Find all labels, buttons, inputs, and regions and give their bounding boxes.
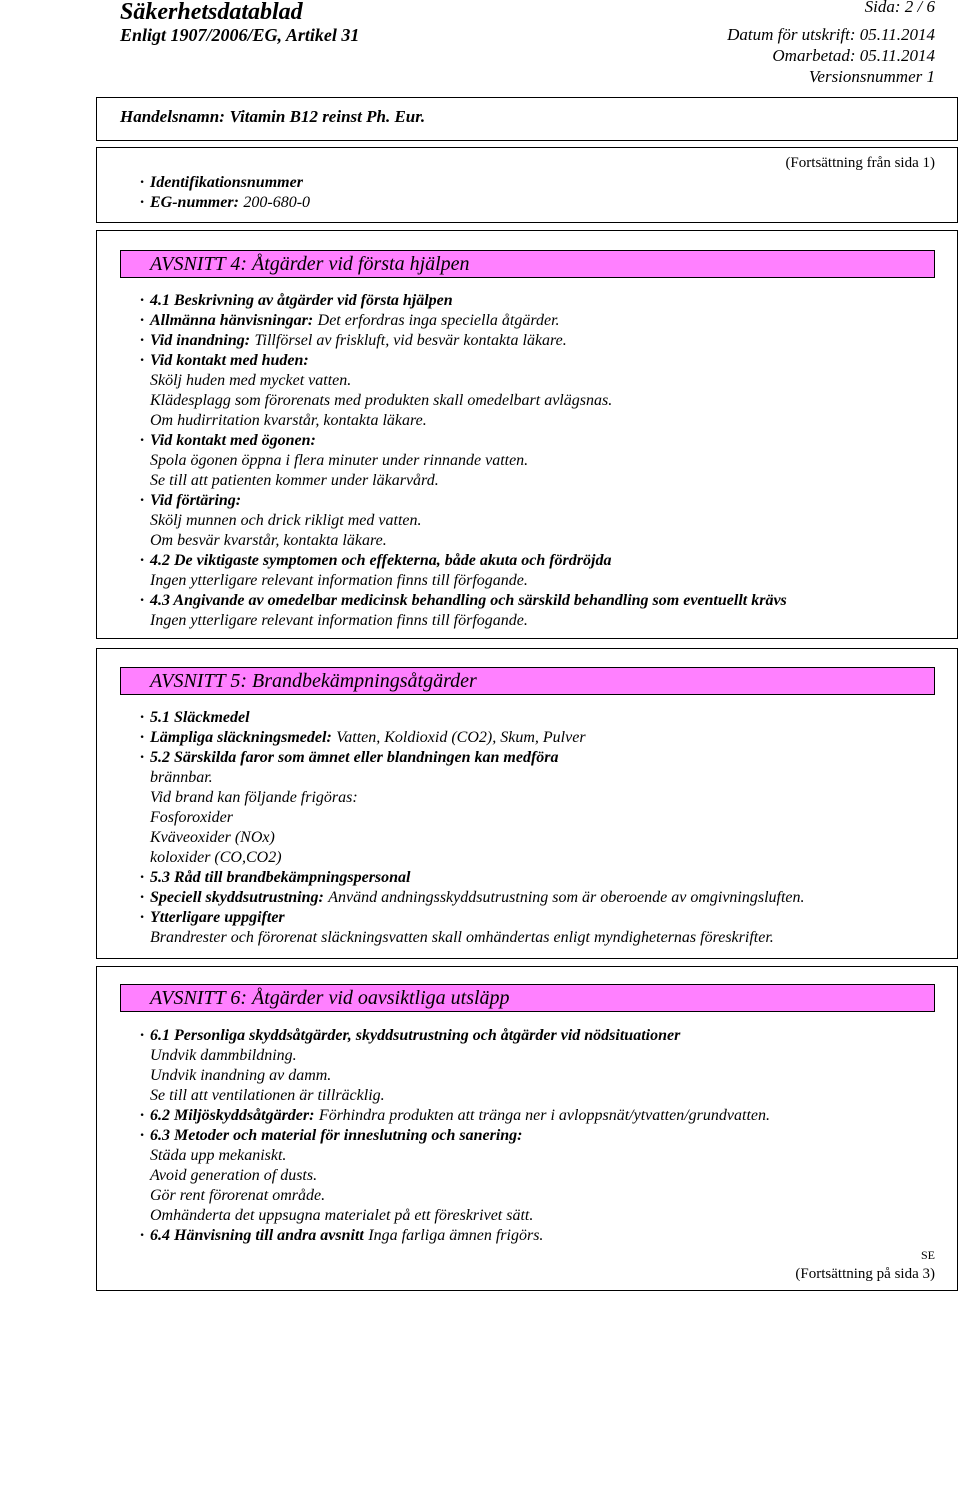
item-label: 4.1 Beskrivning av åtgärder vid första hjälpen	[150, 292, 453, 309]
item-text: Avoid generation of dusts.	[150, 1167, 318, 1184]
item-label: 4.2 De viktigaste symptomen och effekterna, både akuta och fördröjda	[150, 552, 612, 569]
item-text: Gör rent förorenat område.	[150, 1187, 326, 1204]
bullet: ·	[140, 552, 144, 569]
item-text: Brandrester och förorenat släckningsvatten skall omhändertas enligt myndigheternas föreskrifter.	[150, 929, 774, 946]
list-item	[97, 511, 957, 531]
revision-date: Omarbetad: 05.11.2014	[772, 46, 935, 65]
item-label: Vid förtäring:	[150, 492, 242, 509]
item-text: Vid brand kan följande frigöras:	[150, 789, 358, 806]
bullet: ·	[140, 174, 144, 191]
bullet: ·	[140, 1227, 144, 1244]
section-4-heading: AVSNITT 4: Åtgärder vid första hjälpen	[120, 250, 935, 278]
section-5-heading: AVSNITT 5: Brandbekämpningsåtgärder	[120, 667, 935, 695]
item-label: Ytterligare uppgifter	[150, 909, 285, 926]
bullet: ·	[140, 292, 144, 309]
item-text: Undvik inandning av damm.	[150, 1067, 332, 1084]
list-item	[97, 828, 957, 848]
item-label: 6.4 Hänvisning till andra avsnitt	[150, 1227, 364, 1244]
item-value: Tillförsel av friskluft, vid besvär kontakta läkare.	[254, 332, 567, 349]
list-item	[97, 193, 957, 213]
item-label: 5.1 Släckmedel	[150, 709, 250, 726]
list-item	[97, 1226, 957, 1246]
list-item	[97, 1086, 957, 1106]
continued-from-note: (Fortsättning från sida 1)	[785, 155, 935, 171]
item-text: Se till att patienten kommer under läkarvård.	[150, 472, 439, 489]
bullet: ·	[140, 312, 144, 329]
bullet: ·	[140, 869, 144, 886]
list-item	[97, 551, 957, 571]
bullet: ·	[140, 592, 144, 609]
bullet: ·	[140, 729, 144, 746]
list-item	[97, 1186, 957, 1206]
item-text: Om besvär kvarstår, kontakta läkare.	[150, 532, 387, 549]
product-name	[97, 107, 957, 127]
section-4-content	[97, 291, 957, 631]
list-item	[97, 571, 957, 591]
item-label: Vid kontakt med ögonen:	[150, 432, 316, 449]
list-item	[97, 173, 957, 193]
bullet: ·	[140, 1027, 144, 1044]
item-text: Klädesplagg som förorenats med produkten skall omedelbart avlägsnas.	[150, 392, 613, 409]
item-label: 5.3 Råd till brandbekämpningspersonal	[150, 869, 411, 886]
item-value: 200-680-0	[243, 194, 311, 211]
item-text: brännbar.	[150, 769, 213, 786]
item-label: Vid inandning:	[150, 332, 251, 349]
list-item	[97, 331, 957, 351]
item-label: Speciell skyddsutrustning:	[150, 889, 324, 906]
item-value: Vatten, Koldioxid (CO2), Skum, Pulver	[336, 729, 586, 746]
section-5-content	[97, 708, 957, 948]
item-text: Skölj huden med mycket vatten.	[150, 372, 352, 389]
item-text: Omhänderta det uppsugna materialet på ett föreskrivet sätt.	[150, 1207, 534, 1224]
item-label: EG-nummer:	[150, 194, 239, 211]
item-text: Fosforoxider	[150, 809, 233, 826]
item-text: Städa upp mekaniskt.	[150, 1147, 287, 1164]
list-item	[97, 908, 957, 928]
list-item	[97, 491, 957, 511]
bullet: ·	[140, 709, 144, 726]
section-1-continuation-box	[96, 147, 958, 223]
version-number: Versionsnummer 1	[808, 67, 935, 86]
list-item	[97, 431, 957, 451]
item-value: Förhindra produkten att tränga ner i avloppsnät/ytvatten/grundvatten.	[318, 1107, 770, 1124]
section-6-content	[97, 1026, 957, 1246]
document-title: Säkerhetsdatablad	[120, 0, 303, 25]
section-6-heading: AVSNITT 6: Åtgärder vid oavsiktliga utsläpp	[120, 984, 935, 1012]
bullet: ·	[140, 332, 144, 349]
list-item	[97, 291, 957, 311]
item-label: 4.3 Angivande av omedelbar medicinsk behandling och särskild behandling som eventuellt krävs	[150, 592, 787, 609]
bullet: ·	[140, 889, 144, 906]
list-item	[97, 351, 957, 371]
list-item	[97, 1026, 957, 1046]
item-value: Det erfordras inga speciella åtgärder.	[317, 312, 560, 329]
item-label: Identifikationsnummer	[150, 174, 303, 191]
item-text: Kväveoxider (NOx)	[150, 829, 275, 846]
product-name-box	[96, 97, 958, 141]
list-item	[97, 371, 957, 391]
bullet: ·	[140, 352, 144, 369]
item-text: Undvik dammbildning.	[150, 1047, 297, 1064]
item-label: Allmänna hänvisningar:	[150, 312, 314, 329]
list-item	[97, 311, 957, 331]
item-text: Spola ögonen öppna i flera minuter under rinnande vatten.	[150, 452, 529, 469]
list-item	[97, 1146, 957, 1166]
item-text: Ingen ytterligare relevant information finns till förfogande.	[150, 612, 528, 629]
item-value: Inga farliga ämnen frigörs.	[368, 1227, 544, 1244]
list-item	[97, 591, 957, 611]
list-item	[97, 768, 957, 788]
section-5-box	[96, 648, 958, 959]
product-name-label: Handelsnamn:	[120, 107, 225, 126]
bullet: ·	[140, 492, 144, 509]
list-item	[97, 788, 957, 808]
item-text: Ingen ytterligare relevant information finns till förfogande.	[150, 572, 528, 589]
list-item	[97, 451, 957, 471]
item-label: 6.3 Metoder och material för inneslutning och sanering:	[150, 1127, 523, 1144]
list-item	[97, 471, 957, 491]
list-item	[97, 1106, 957, 1126]
item-label: 6.2 Miljöskyddsåtgärder:	[150, 1107, 315, 1124]
list-item	[97, 928, 957, 948]
bullet: ·	[140, 194, 144, 211]
section-4-box	[96, 230, 958, 639]
item-text: koloxider (CO,CO2)	[150, 849, 282, 866]
list-item	[97, 808, 957, 828]
list-item	[97, 708, 957, 728]
item-label: Vid kontakt med huden:	[150, 352, 309, 369]
list-item	[97, 1066, 957, 1086]
continued-on-note: (Fortsättning på sida 3)	[795, 1266, 935, 1282]
list-item	[97, 531, 957, 551]
page-number: Sida: 2 / 6	[864, 0, 935, 16]
list-item	[97, 748, 957, 768]
list-item	[97, 888, 957, 908]
regulation-reference: Enligt 1907/2006/EG, Artikel 31	[120, 25, 360, 45]
item-text: Skölj munnen och drick rikligt med vatten.	[150, 512, 422, 529]
page-header	[0, 0, 960, 95]
list-item	[97, 411, 957, 431]
list-item	[97, 1126, 957, 1146]
bullet: ·	[140, 749, 144, 766]
bullet: ·	[140, 1107, 144, 1124]
list-item	[97, 391, 957, 411]
bullet: ·	[140, 909, 144, 926]
section-6-box	[96, 966, 958, 1291]
product-name-value: Vitamin B12 reinst Ph. Eur.	[229, 107, 426, 126]
list-item	[97, 611, 957, 631]
item-label: 5.2 Särskilda faror som ämnet eller blandningen kan medföra	[150, 749, 559, 766]
print-date: Datum för utskrift: 05.11.2014	[727, 25, 935, 44]
country-code: SE	[920, 1248, 935, 1262]
list-item	[97, 1206, 957, 1226]
list-item	[97, 1166, 957, 1186]
bullet: ·	[140, 432, 144, 449]
item-label: Lämpliga släckningsmedel:	[150, 729, 332, 746]
item-label: 6.1 Personliga skyddsåtgärder, skyddsutrustning och åtgärder vid nödsituationer	[150, 1027, 681, 1044]
bullet: ·	[140, 1127, 144, 1144]
item-text: Om hudirritation kvarstår, kontakta läkare.	[150, 412, 427, 429]
item-value: Använd andningsskyddsutrustning som är oberoende av omgivningsluften.	[328, 889, 805, 906]
list-item	[97, 1046, 957, 1066]
list-item	[97, 728, 957, 748]
item-text: Se till att ventilationen är tillräcklig.	[150, 1087, 385, 1104]
list-item	[97, 868, 957, 888]
list-item	[97, 848, 957, 868]
